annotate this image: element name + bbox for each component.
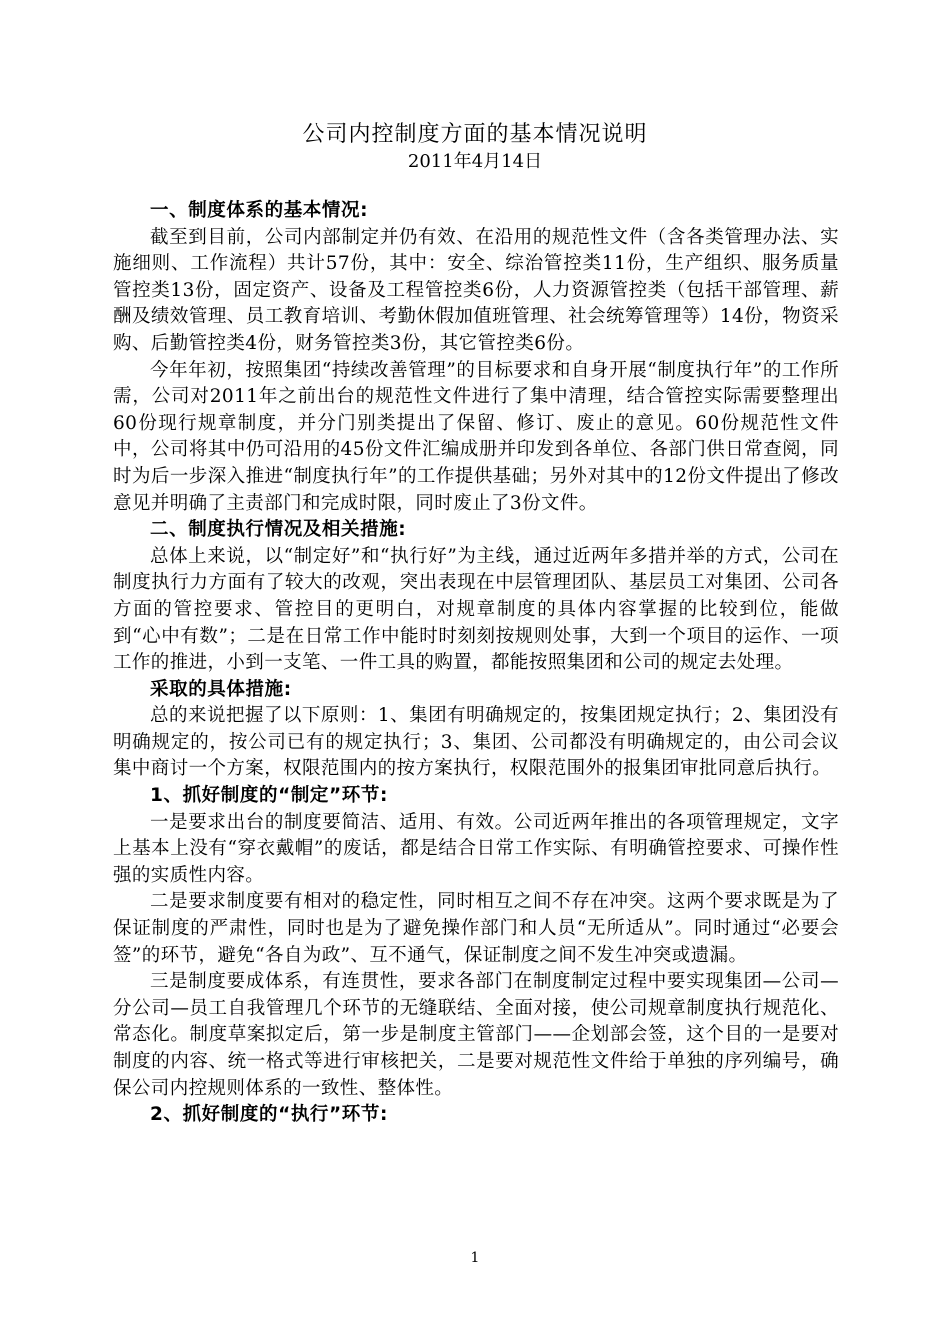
document-body (113, 198, 839, 1129)
paragraph-1: 截至到目前，公司内部制定并仍有效、在沿用的规范性文件（含各类管理办法、实施细则、工作流程）共计57份，其中：安全、综治管控类11份，生产组织、服务质量管控类13份，固定资产、设备及工程管控类6份，人力资源管控类（包括干部管理、薪酬及绩效管理、员工教育培训、考勤休假加值班管理、社会统筹管理等）14份，物资采购、后勤管控类4份，财务管控类3份，其它管控类6份。 (113, 226, 839, 354)
paragraph-4: 总的来说把握了以下原则：1、集团有明确规定的，按集团规定执行；2、集团没有明确规定的，按公司已有的规定执行；3、集团、公司都没有明确规定的，由公司会议集中商讨一个方案，权限范围内的按方案执行，权限范围外的报集团审批同意后执行。 (113, 705, 839, 780)
subheading-measures: 采取的具体措施: (150, 678, 292, 700)
paragraph-7: 三是制度要成体系，有连贯性，要求各部门在制度制定过程中要实现集团—公司—分公司—员工自我管理几个环节的无缝联结、全面对接，使公司规章制度执行规范化、常态化。制度草案拟定后，第一步是制度主管部门——企划部会签，这个目的一是要对制度的内容、统一格式等进行审核把关，二是要对规范性文件给于单独的序列编号，确保公司内控规则体系的一致性、整体性。 (113, 971, 839, 1099)
subheading-formulation: 1、抓好制度的“制定”环节: (150, 785, 388, 807)
page-number: 1 (470, 1250, 480, 1266)
paragraph-2: 今年年初，按照集团“持续改善管理”的目标要求和自身开展“制度执行年”的工作所需，公司对2011年之前出台的规范性文件进行了集中清理，结合管控实际需要整理出60份现行规章制度，并分门别类提出了保留、修订、废止的意见。60份规范性文件中，公司将其中仍可沿用的45份文件汇编成册并印发到各单位、各部门供日常查阅，同时为后一步深入推进“制度执行年”的工作提供基础；另外对其中的12份文件提出了修改意见并明确了主责部门和完成时限，同时废止了3份文件。 (113, 359, 839, 514)
paragraph-6: 二是要求制度要有相对的稳定性，同时相互之间不存在冲突。这两个要求既是为了保证制度的严肃性，同时也是为了避免操作部门和人员“无所适从”。同时通过“必要会签”的环节，避免“各自为政”、互不通气，保证制度之间不发生冲突或遗漏。 (113, 891, 839, 966)
section-heading-2: 二、制度执行情况及相关措施: (150, 519, 407, 541)
document-date: 2011年4月14日 (407, 151, 543, 172)
document-title: 公司内控制度方面的基本情况说明 (302, 122, 648, 147)
paragraph-3: 总体上来说，以“制定好”和“执行好”为主线，通过近两年多措并举的方式，公司在制度执行力方面有了较大的改观，突出表现在中层管理团队、基层员工对集团、公司各方面的管控要求、管控目的更明白，对规章制度的具体内容掌握的比较到位，能做到“心中有数”；二是在日常工作中能时时刻刻按规则处事，大到一个项目的运作、一项工作的推进，小到一支笔、一件工具的购置，都能按照集团和公司的规定去处理。 (113, 545, 839, 674)
paragraph-5: 一是要求出台的制度要简洁、适用、有效。公司近两年推出的各项管理规定，文字上基本上没有“穿衣戴帽”的废话，都是结合日常工作实际、有明确管控要求、可操作性强的实质性内容。 (113, 811, 839, 886)
section-heading-1: 一、制度体系的基本情况: (150, 200, 369, 221)
subheading-execution: 2、抓好制度的“执行”环节: (150, 1104, 388, 1126)
